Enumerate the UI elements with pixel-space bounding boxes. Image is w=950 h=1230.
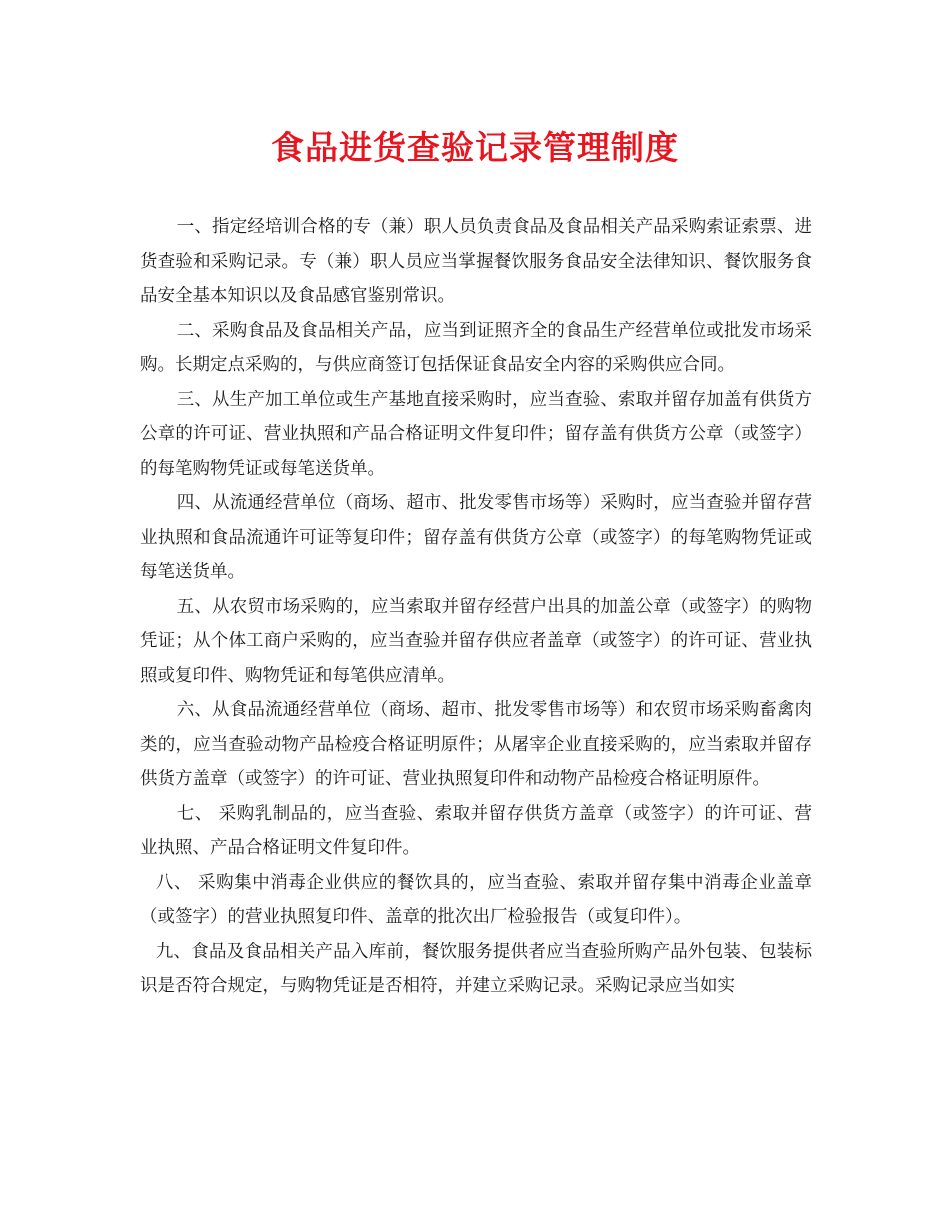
document-body <box>140 210 812 1004</box>
paragraph-9: 九、食品及食品相关产品入库前，餐饮服务提供者应当查验所购产品外包装、包装标识是否符合规定，与购物凭证是否相符，并建立采购记录。采购记录应当如实 <box>140 941 812 996</box>
paragraph-5: 五、从农贸市场采购的，应当索取并留存经营户出具的加盖公章（或签字）的购物凭证；从个体工商户采购的，应当查验并留存供应者盖章（或签字）的许可证、营业执照或复印件、购物凭证和每笔供应清单。 <box>140 596 812 686</box>
document-title: 食品进货查验记录管理制度 <box>271 128 679 167</box>
paragraph-4: 四、从流通经营单位（商场、超市、批发零售市场等）采购时，应当查验并留存营业执照和食品流通许可证等复印件；留存盖有供货方公章（或签字）的每笔购物凭证或每笔送货单。 <box>140 493 812 582</box>
paragraph-3: 三、从生产加工单位或生产基地直接采购时，应当查验、索取并留存加盖有供货方公章的许可证、营业执照和产品合格证明文件复印件；留存盖有供货方公章（或签字）的每笔购物凭证或每笔送货单。 <box>140 389 812 479</box>
paragraph-1: 一、指定经培训合格的专（兼）职人员负责食品及食品相关产品采购索证索票、进货查验和采购记录。专（兼）职人员应当掌握餐饮服务食品安全法律知识、餐饮服务食品安全基本知识以及食品感官鉴别常识。 <box>140 217 812 306</box>
paragraph-6: 六、从食品流通经营单位（商场、超市、批发零售市场等）和农贸市场采购畜禽肉类的，应当查验动物产品检疫合格证明原件；从屠宰企业直接采购的，应当索取并留存供货方盖章（或签字）的许可证、营业执照复印件和动物产品检疫合格证明原件。 <box>140 700 812 789</box>
paragraph-7: 七、 采购乳制品的，应当查验、索取并留存供货方盖章（或签字）的许可证、营业执照、产品合格证明文件复印件。 <box>140 803 812 858</box>
paragraph-8: 八、 采购集中消毒企业供应的餐饮具的，应当查验、索取并留存集中消毒企业盖章（或签字）的营业执照复印件、盖章的批次出厂检验报告（或复印件）。 <box>140 872 812 927</box>
paragraph-2: 二、采购食品及食品相关产品，应当到证照齐全的食品生产经营单位或批发市场采购。长期定点采购的，与供应商签订包括保证食品安全内容的采购供应合同。 <box>140 320 812 375</box>
